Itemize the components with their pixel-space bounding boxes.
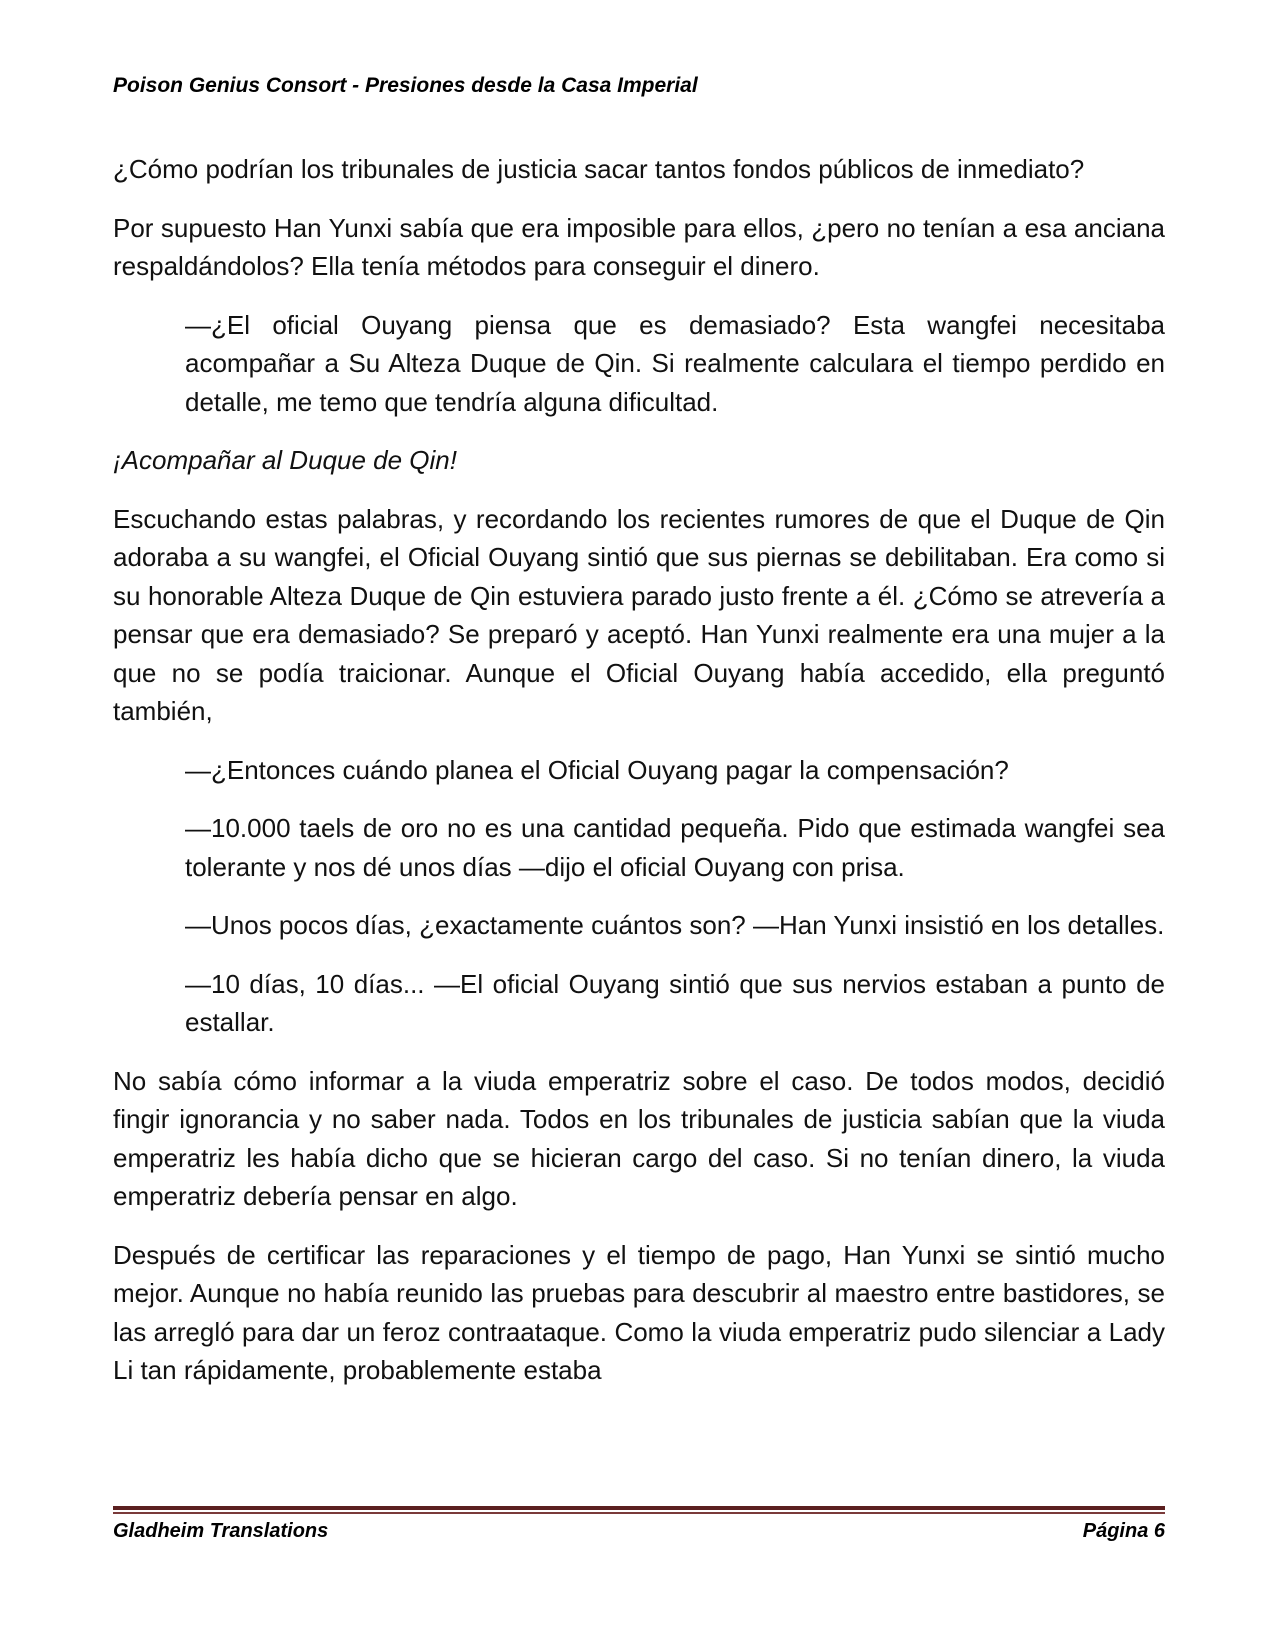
paragraph: ¿Cómo podrían los tribunales de justicia sacar tantos fondos públicos de inmediato? (113, 154, 1085, 184)
page-header-title: Poison Genius Consort - Presiones desde la Casa Imperial (113, 74, 698, 97)
paragraph: Después de certificar las reparaciones y el tiempo de pago, Han Yunxi se sintió mucho mejor. Aunque no había reunido las pruebas para descubrir al maestro entre bastidores, se las arregló para dar un feroz contraataque. Como la viuda emperatriz pudo silenciar a Lady Li tan rápidamente, probablemente estaba (113, 1239, 1165, 1385)
dialogue-paragraph: —10.000 taels de oro no es una cantidad pequeña. Pido que estimada wangfei sea tolerante y nos dé unos días —dijo el oficial Ouyang con prisa. (185, 813, 1165, 882)
footer-translator-credit: Gladheim Translations (113, 1520, 329, 1542)
footer-page-number: Página 6 (1082, 1520, 1165, 1542)
page-body (113, 150, 1165, 1410)
footer-divider (113, 1506, 1165, 1514)
italic-thought: ¡Acompañar al Duque de Qin! (113, 445, 457, 475)
dialogue-paragraph: —10 días, 10 días... —El oficial Ouyang sintió que sus nervios estaban a punto de estallar. (185, 968, 1165, 1037)
paragraph: Por supuesto Han Yunxi sabía que era imposible para ellos, ¿pero no tenían a esa anciana respaldándolos? Ella tenía métodos para conseguir el dinero. (113, 212, 1165, 281)
paragraph: No sabía cómo informar a la viuda emperatriz sobre el caso. De todos modos, decidió fingir ignorancia y no saber nada. Todos en los tribunales de justicia sabían que la viuda emperatriz les había dicho que se hicieran cargo del caso. Si no tenían dinero, la viuda emperatriz debería pensar en algo. (113, 1065, 1165, 1211)
paragraph: Escuchando estas palabras, y recordando los recientes rumores de que el Duque de Qin adoraba a su wangfei, el Oficial Ouyang sintió que sus piernas se debilitaban. Era como si su honorable Alteza Duque de Qin estuviera parado justo frente a él. ¿Cómo se atrevería a pensar que era demasiado? Se preparó y aceptó. Han Yunxi realmente era una mujer a la que no se podía traicionar. Aunque el Oficial Ouyang había accedido, ella preguntó también, (113, 503, 1165, 726)
dialogue-paragraph: —¿El oficial Ouyang piensa que es demasiado? Esta wangfei necesitaba acompañar a Su Alteza Duque de Qin. Si realmente calculara el tiempo perdido en detalle, me temo que tendría alguna dificultad. (185, 309, 1165, 417)
dialogue-paragraph: —Unos pocos días, ¿exactamente cuántos son? —Han Yunxi insistió en los detalles. (185, 910, 1165, 940)
dialogue-paragraph: —¿Entonces cuándo planea el Oficial Ouyang pagar la compensación? (185, 754, 1009, 785)
